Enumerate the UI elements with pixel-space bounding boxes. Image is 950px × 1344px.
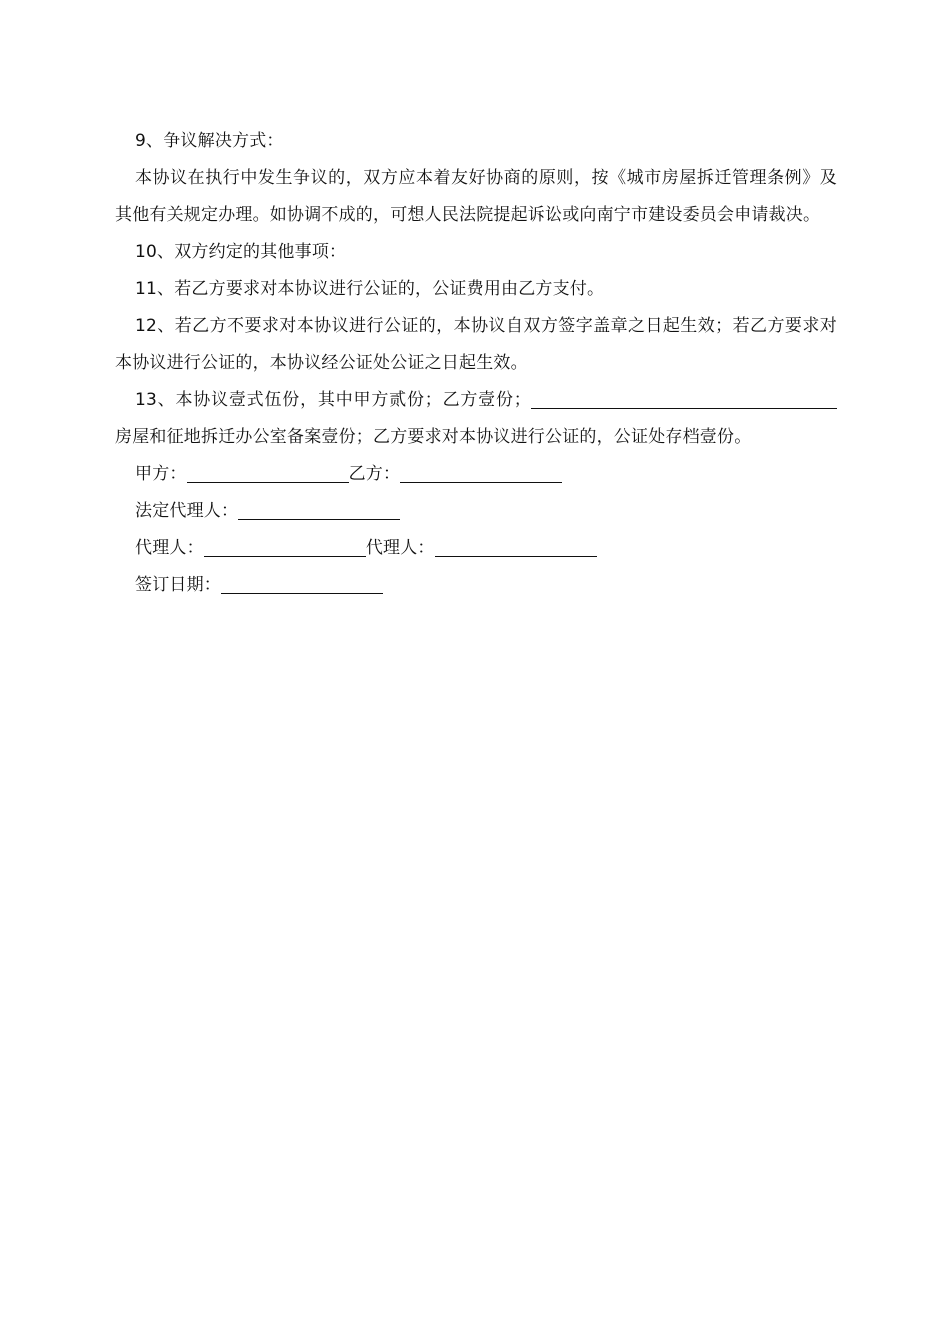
clause-13-text-part1: 13、本协议壹式伍份，其中甲方贰份；乙方壹份； — [135, 390, 531, 410]
clause-11: 11、若乙方要求对本协议进行公证的，公证费用由乙方支付。 — [135, 279, 605, 299]
copies-blank-field-continued[interactable] — [827, 384, 837, 409]
party-b-label: 乙方： — [348, 464, 401, 484]
clause-9-body: 本协议在执行中发生争议的，双方应本着友好协商的原则，按《城市房屋拆迁管理条例》及其他有关规定办理。如协调不成的，可想人民法院提起诉讼或向南宁市建设委员会申请裁决。 — [115, 168, 837, 225]
agent-row — [115, 530, 837, 567]
party-a-field[interactable] — [187, 458, 349, 483]
legal-rep-row — [115, 493, 837, 530]
document-body — [115, 123, 837, 604]
legal-rep-label: 法定代理人： — [135, 501, 239, 521]
sign-date-row — [115, 567, 837, 604]
clause-12: 12、若乙方不要求对本协议进行公证的，本协议自双方签字盖章之日起生效；若乙方要求对本协议进行公证的，本协议经公证处公证之日起生效。 — [115, 316, 837, 373]
clause-10: 10、双方约定的其他事项： — [135, 242, 347, 262]
clause-13-text-part2: 房屋和征地拆迁办公室备案壹份；乙方要求对本协议进行公证的，公证处存档壹份。 — [115, 427, 752, 447]
party-a-label: 甲方： — [135, 464, 187, 484]
legal-rep-field[interactable] — [238, 495, 400, 520]
agent-a-field[interactable] — [204, 532, 366, 557]
clause-9-heading: 9、争议解决方式： — [135, 131, 284, 151]
agent-b-field[interactable] — [435, 532, 597, 557]
agent-a-label: 代理人： — [135, 538, 204, 558]
clause-13 — [115, 382, 837, 456]
party-signature-row — [115, 456, 837, 493]
sign-date-label: 签订日期： — [135, 575, 221, 595]
copies-blank-field[interactable] — [531, 384, 827, 409]
sign-date-field[interactable] — [221, 569, 383, 594]
party-b-field[interactable] — [400, 458, 562, 483]
agent-b-label: 代理人： — [365, 538, 435, 558]
